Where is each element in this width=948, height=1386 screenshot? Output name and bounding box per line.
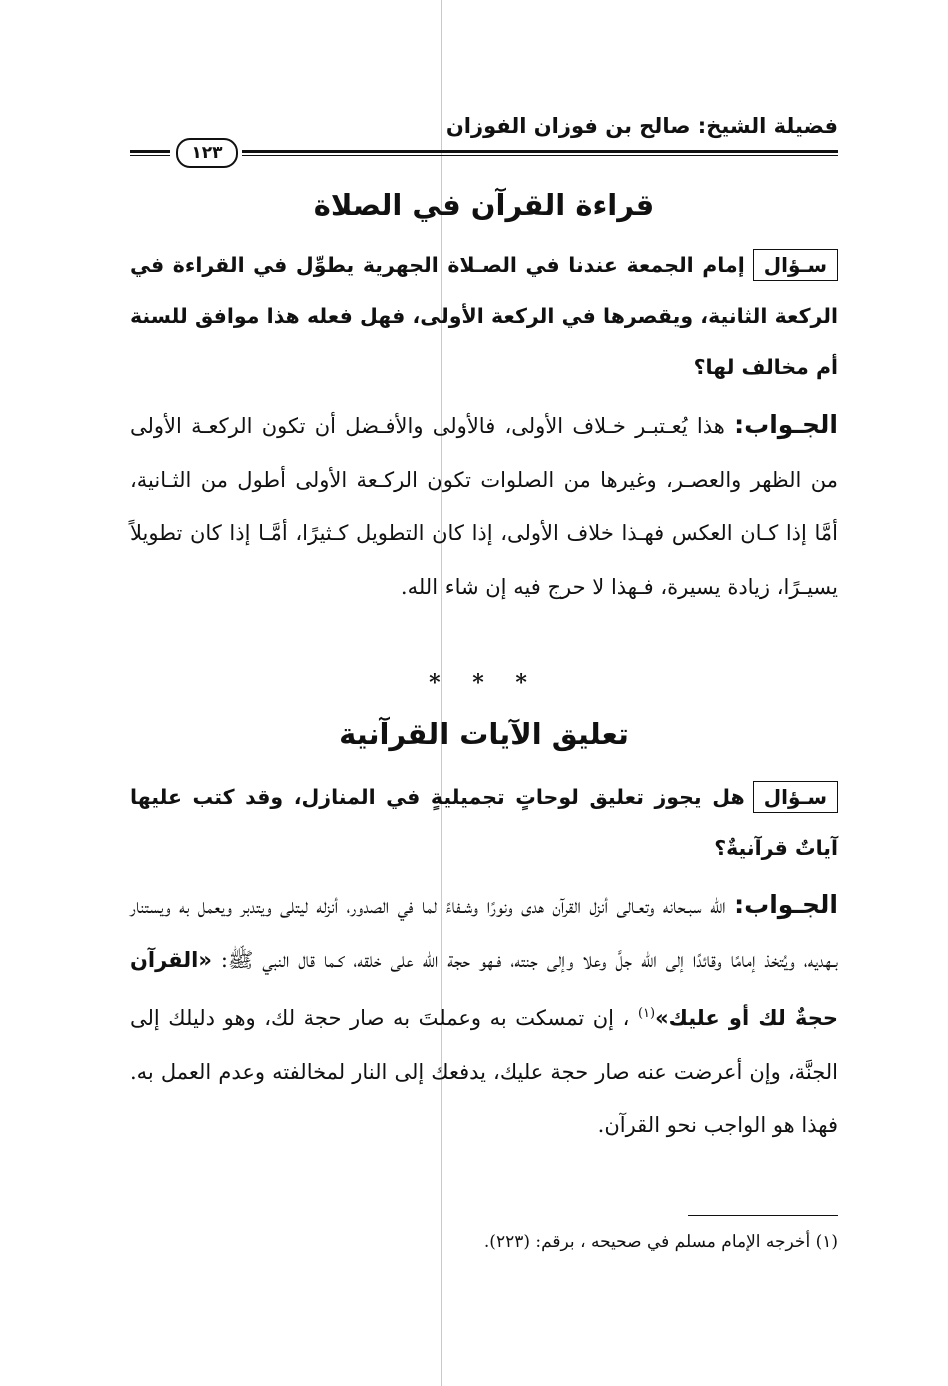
answer-2	[130, 878, 838, 1153]
answer-text-1: هذا يُعـتبـر خـلاف الأولى، فالأولى والأفـضل أن تكون الركعـة الأولى من الظهر والعصـر، وغيرها من الصلوات تكون الركـعة الأولى أطول من الثـانية، أمَّا إذا كـان العكس فهـذا خلاف الأولى، إذا كان التطويل كـثيرًا، أمَّـا إذا كان تطويلاً يسيـرًا، زيادة يسيرة، فـهذا لا حرج فيه إن شاء الله.	[130, 414, 838, 599]
footnote-text: (١) أخرجه الإمام مسلم في صحيحه ، برقم: (٢٢٣).	[483, 1232, 838, 1252]
answer-1	[130, 398, 838, 614]
footnote-reference[interactable]: (١)	[637, 1006, 656, 1021]
running-header-title: فضيلة الشيخ: صالح بن فوزان الفوزان	[445, 114, 838, 138]
question-1	[130, 240, 838, 393]
section-title-1: قراءة القرآن في الصلاة	[313, 188, 655, 222]
question-2	[130, 772, 838, 874]
question-text-1: إمام الجمعة عندنا في الصـلاة الجهرية يطوِّل في القراءة في الركعة الثانية، ويقصرها في الركعة الأولى، فهل فعله هذا موافق للسنة أم مخالف لها؟	[130, 253, 838, 379]
answer-label-1: الجـواب:	[734, 410, 838, 439]
answer-text-2a: الله سبـحانه وتعـالى أنزل القرآن هدى ونورًا وشـفاءً لما في الصدور، أنزله ليتلى ويتدبر ويعمل به ويستنار بـهديه، ويُتخذ إمامًا وقائدًا إلى الله جلَّ وعلا وإلى جنته، فـهو حجة الله على خلقه، كـما قال النبي ﷺ:	[130, 894, 838, 972]
page-number: ١٢٣	[176, 138, 238, 168]
answer-label-2: الجـواب:	[734, 890, 838, 919]
header-rule-long	[242, 150, 838, 156]
question-label-2: سـؤال	[753, 781, 838, 813]
question-text-2: هل يجوز تعليق لوحاتٍ تجميليةٍ في المنازل، وقد كتب عليها آياتٌ قرآنيةٌ؟	[130, 785, 838, 860]
answer-text-2b: ، إن تمسكت به وعملتَ به صار حجة لك، وهو دليلك إلى الجنَّة، وإن أعرضت عنه صار حجة عليك، يدفعك إلى النار لمخالفته وعدم العمل به. فهذا هو الواجب نحو القرآن.	[130, 1006, 838, 1137]
footnote-divider	[688, 1215, 838, 1216]
question-label-1: سـؤال	[753, 249, 838, 281]
header-rule	[130, 142, 838, 166]
hadith-quote: «القرآن حجةٌ لك أو عليك»	[130, 947, 838, 1030]
section-title-2: تعليق الآيات القرآنية	[339, 717, 629, 751]
section-separator: * * *	[429, 670, 539, 696]
header-rule-short	[130, 150, 170, 156]
